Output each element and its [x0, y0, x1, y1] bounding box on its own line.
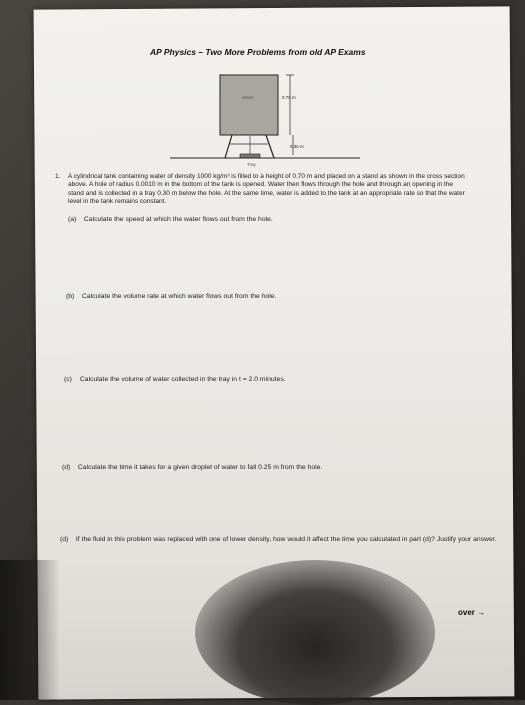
part-c-label: (c) — [64, 376, 72, 383]
water-label: Water — [242, 95, 254, 100]
stand-right-leg — [266, 135, 274, 158]
part-e-label: (d) — [60, 536, 69, 543]
part-b-text: Calculate the volume rate at which water flows out from the hole. — [81, 293, 277, 300]
drop-label: 0.30 m — [290, 144, 304, 149]
tank-diagram — [150, 60, 380, 180]
question-intro: A cylindrical tank containing water of density 1000 kg/m³ is filled to a height of 0.70 m and placed on a stand as shown in the cross section above. A hole of radius 0.0010 m in the bottom of the tank is opened. Water then flows through the hole and through an opening in the stand and is collected in a tray 0.30 m below the hole. At the same time, water is added to the tank at an appropriate rate so that the water level in the tank remains constant. — [68, 173, 465, 206]
part-b — [66, 293, 276, 300]
part-e-text: If the fluid in this problem was replaced with one of lower density, how would it affect the time you calculated in part (d)? Justify your answer. — [75, 536, 497, 543]
shadow-left — [0, 560, 60, 700]
tray-label: Tray — [247, 162, 256, 167]
tray — [240, 154, 260, 158]
over-label: over → — [458, 608, 486, 617]
phone-shadow — [195, 560, 435, 705]
part-c-text: Calculate the volume of water collected in the tray in t = 2.0 minutes. — [79, 376, 286, 383]
part-a-text: Calculate the speed at which the water flows out from the hole. — [83, 216, 273, 223]
height-label: 0.70 m — [282, 95, 296, 100]
question-number: 1. — [55, 173, 61, 180]
part-a — [68, 216, 273, 223]
stand-left-leg — [225, 135, 232, 158]
part-b-label: (b) — [66, 293, 75, 300]
part-e — [60, 535, 500, 544]
part-d-label: (d) — [62, 464, 71, 471]
worksheet-title: AP Physics – Two More Problems from old AP Exams — [150, 47, 366, 57]
part-a-label: (a) — [68, 216, 77, 223]
part-c — [64, 376, 286, 383]
part-d — [62, 464, 322, 471]
tank-water — [220, 75, 278, 135]
part-d-text: Calculate the time it takes for a given droplet of water to fall 0.25 m from the hole. — [77, 464, 323, 471]
